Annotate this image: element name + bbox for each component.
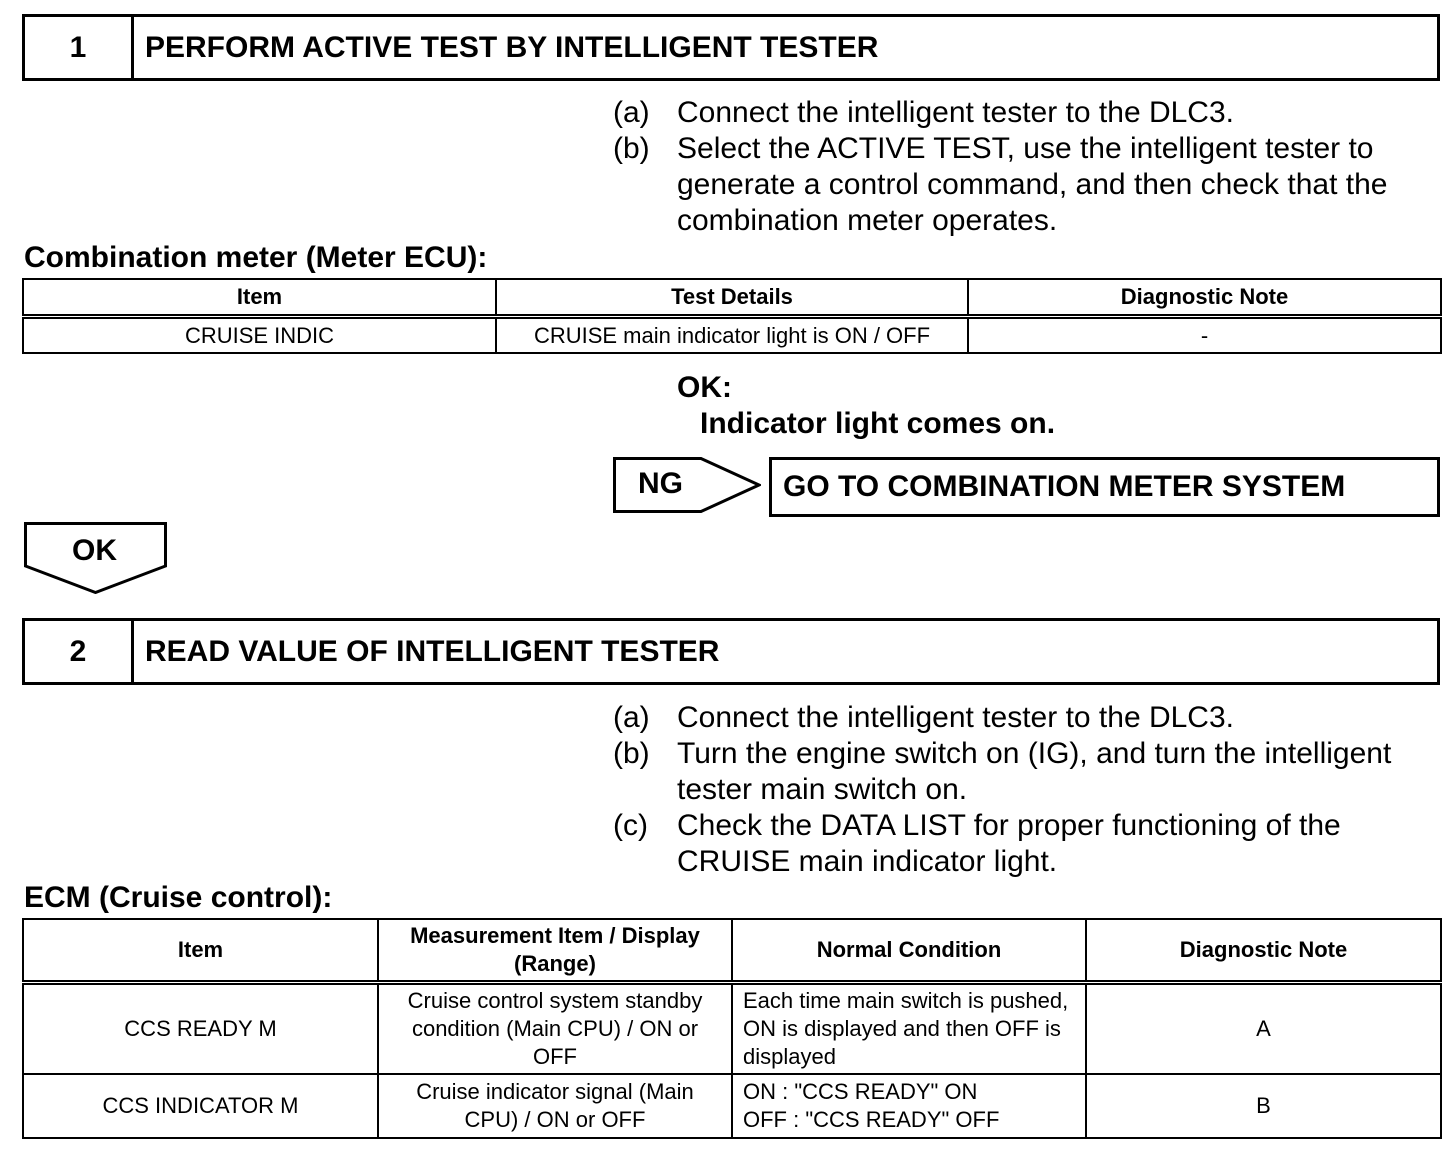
cell-diagnostic-note: A [1086,983,1441,1075]
ng-action-box: GO TO COMBINATION METER SYSTEM [769,457,1440,517]
cell-normal-condition: ON : "CCS READY" ON OFF : "CCS READY" OFF [732,1074,1086,1138]
table-row [23,983,1441,1075]
table-header-row [23,279,1441,317]
cell-diagnostic-note: - [968,317,1441,354]
ng-arrow-shape [613,457,761,513]
step-2-instructions [613,700,1391,880]
cell-item: CCS READY M [23,983,378,1075]
cell-item: CRUISE INDIC [23,317,496,354]
ok-branch [24,522,167,594]
header-diagnostic-note: Diagnostic Note [1086,919,1441,983]
step-number: 2 [25,621,134,682]
table-row [23,317,1441,354]
table-caption: Combination meter (Meter ECU): [24,241,488,274]
cell-test-details: CRUISE main indicator light is ON / OFF [496,317,968,354]
table-row [23,1074,1441,1138]
ok-criteria [677,370,1055,442]
instruction-marker: (b) [613,737,650,770]
instruction-text: Check the DATA LIST for proper functioning of the CRUISE main indicator light. [677,809,1341,878]
ok-criteria-label: OK: [677,371,732,404]
ng-label: NG [638,467,683,500]
table-header-row [23,919,1441,983]
cell-diagnostic-note: B [1086,1074,1441,1138]
step-1-instructions [613,95,1387,239]
ok-criteria-text: Indicator light comes on. [700,407,1056,440]
step-title: PERFORM ACTIVE TEST BY INTELLIGENT TESTER [145,30,879,64]
instruction-item [613,700,1391,736]
active-test-table [22,278,1442,354]
instruction-text: Connect the intelligent tester to the DLC3. [677,701,1234,734]
instruction-marker: (b) [613,132,650,165]
cell-measurement-item: Cruise control system standby condition (Main CPU) / ON or OFF [378,983,732,1075]
header-measurement-item: Measurement Item / Display (Range) [378,919,732,983]
header-diagnostic-note: Diagnostic Note [968,279,1441,317]
instruction-item [613,131,1387,239]
instruction-text: Turn the engine switch on (IG), and turn the intelligent tester main switch on. [677,737,1392,806]
instruction-marker: (a) [613,701,650,734]
ok-label: OK [72,534,117,567]
cell-measurement-item: Cruise indicator signal (Main CPU) / ON or OFF [378,1074,732,1138]
cell-normal-condition: Each time main switch is pushed, ON is displayed and then OFF is displayed [732,983,1086,1075]
step-title: READ VALUE OF INTELLIGENT TESTER [145,634,720,668]
header-normal-condition: Normal Condition [732,919,1086,983]
header-item: Item [23,279,496,317]
instruction-marker: (a) [613,96,650,129]
header-item: Item [23,919,378,983]
instruction-item [613,808,1391,880]
step-2-header [22,618,1440,685]
instruction-text: Connect the intelligent tester to the DLC3. [677,96,1234,129]
instruction-item [613,95,1387,131]
instruction-marker: (c) [613,809,648,842]
header-test-details: Test Details [496,279,968,317]
table-caption: ECM (Cruise control): [24,881,333,914]
step-number: 1 [25,17,134,78]
ng-branch [613,457,761,513]
step-1-header [22,14,1440,81]
instruction-item [613,736,1391,808]
instruction-text: Select the ACTIVE TEST, use the intelligent tester to generate a control command, and then check that the combination meter operates. [677,132,1388,237]
cell-item: CCS INDICATOR M [23,1074,378,1138]
data-list-table [22,918,1442,1139]
